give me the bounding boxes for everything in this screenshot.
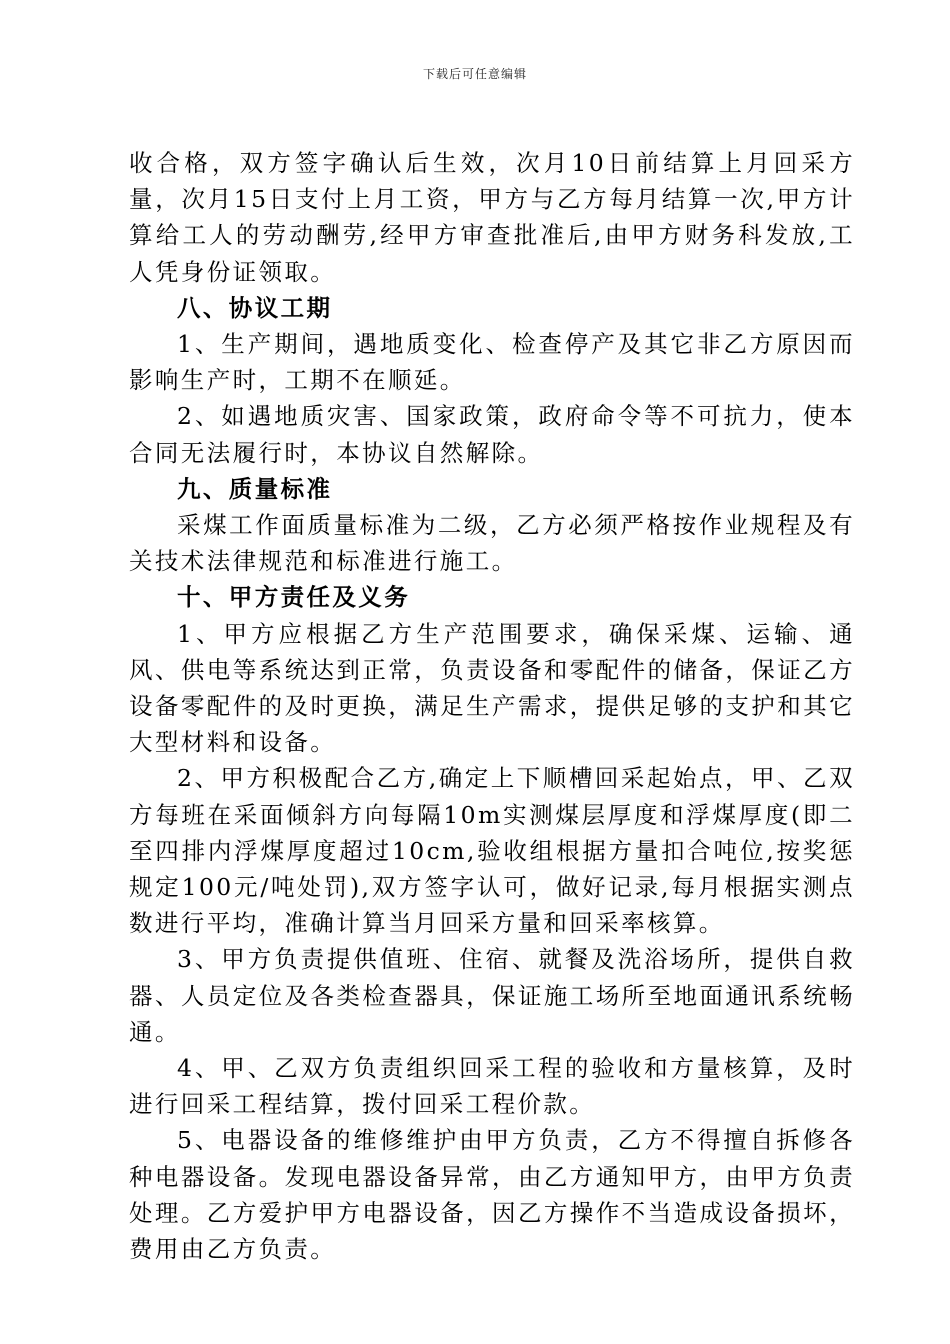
section-9-item-1: 采煤工作面质量标准为二级，乙方必须严格按作业规程及有关技术法律规范和标准进行施工。 (129, 511, 855, 576)
section-8-item-1: 1、生产期间，遇地质变化、检查停产及其它非乙方原因而影响生产时，工期不在顺延。 (129, 330, 855, 395)
section-10-item-1: 1、甲方应根据乙方生产范围要求，确保采煤、运输、通风、供电等系统达到正常，负责设备和零配件的储备，保证乙方设备零配件的及时更换，满足生产需求，提供足够的支护和其它大型材料和设备。 (129, 619, 855, 757)
section-10-item-2: 2、甲方积极配合乙方,确定上下顺槽回采起始点，甲、乙双方每班在采面倾斜方向每隔10m实测煤层厚度和浮煤厚度(即二至四排内浮煤厚度超过10cm,验收组根据方量扣合吨位,按奖惩规定100元/吨处罚),双方签字认可，做好记录,每月根据实测点数进行平均，准确计算当月回采方量和回采率核算。 (129, 764, 855, 938)
section-8-item-2: 2、如遇地质灾害、国家政策，政府命令等不可抗力，使本合同无法履行时，本协议自然解除。 (129, 402, 855, 467)
section-10-item-3: 3、甲方负责提供值班、住宿、就餐及洗浴场所，提供自救器、人员定位及各类检查器具，保证施工场所至地面通讯系统畅通。 (129, 945, 855, 1046)
section-heading-8: 八、协议工期 (177, 293, 333, 322)
section-10-item-5: 5、电器设备的维修维护由甲方负责，乙方不得擅自拆修各种电器设备。发现电器设备异常，由乙方通知甲方，由甲方负责处理。乙方爱护甲方电器设备，因乙方操作不当造成设备损坏，费用由乙方负责。 (129, 1126, 855, 1264)
page-header-note: 下载后可任意编辑 (422, 67, 527, 81)
section-heading-9: 九、质量标准 (177, 474, 333, 503)
section-10-item-4: 4、甲、乙双方负责组织回采工程的验收和方量核算，及时进行回采工程结算，拨付回采工程价款。 (129, 1054, 855, 1119)
document-body (129, 145, 855, 1267)
section-heading-10: 十、甲方责任及义务 (177, 583, 411, 612)
intro-paragraph: 收合格，双方签字确认后生效，次月10日前结算上月回采方量，次月15日支付上月工资，甲方与乙方每月结算一次,甲方计算给工人的劳动酬劳,经甲方审查批准后,由甲方财务科发放,工人凭身份证领取。 (129, 149, 855, 286)
